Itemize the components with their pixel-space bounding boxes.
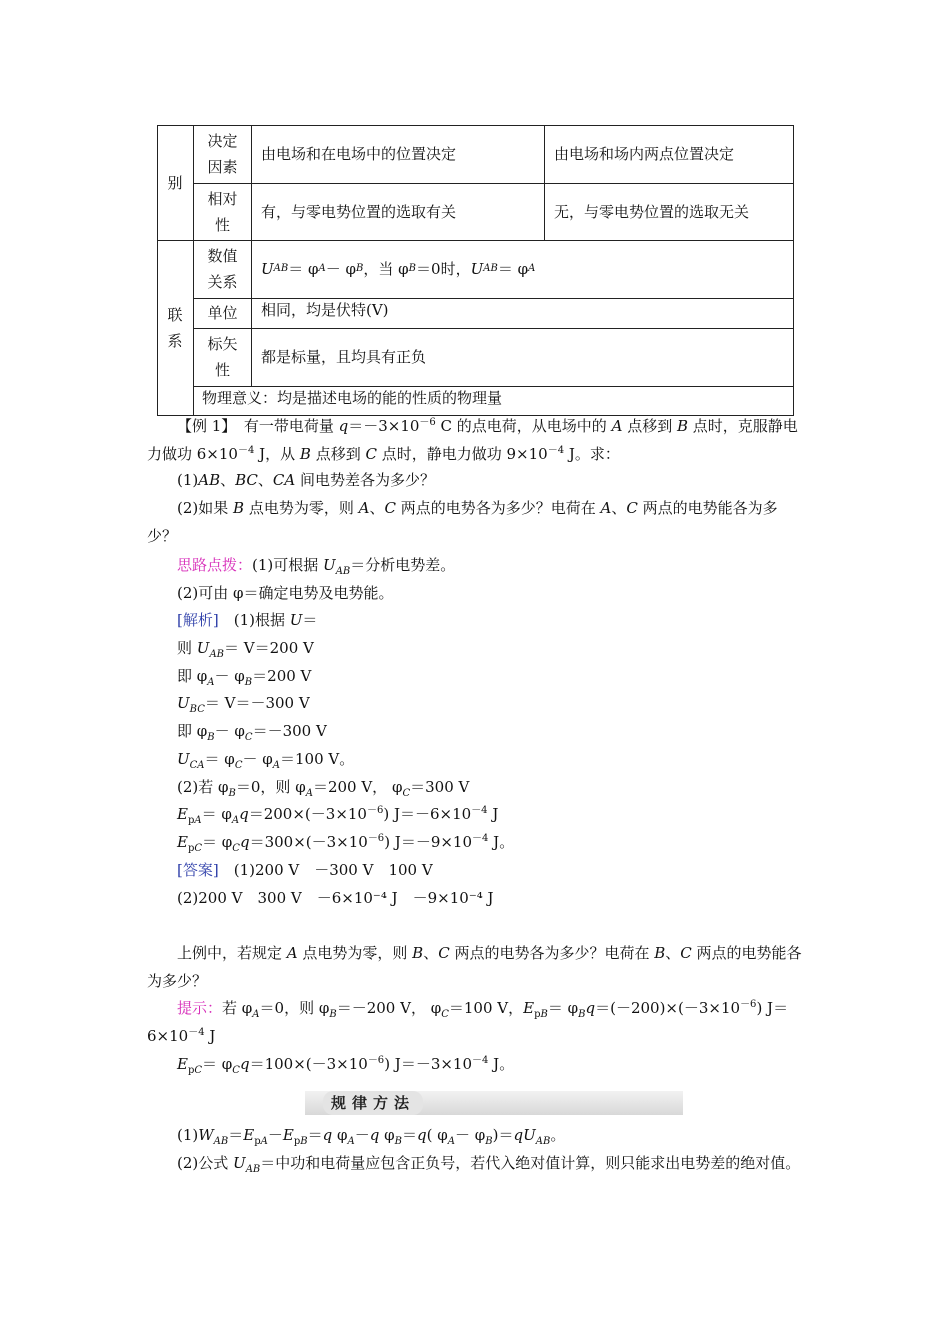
cell-biaoshi: 都是标量，且均具有正负 — [261, 348, 427, 366]
comparison-table — [157, 125, 794, 415]
solution-line-4: $U_{BC}= V=-300$ V — [177, 694, 310, 715]
answer-label: [答案] — [177, 861, 219, 879]
row-label-xiangdui: 相对 性 — [207, 189, 238, 234]
method-line-1: $(1)W_{AB}=E_{pA}-E_{pB}=q$ $\varphi_A-q$ $\varphi_B=q$( $\varphi_A- \varphi_B)=qU_{AB}$。 — [177, 1126, 566, 1147]
answer-line-1: [答案] (1)200 V －300 V 100 V — [177, 861, 433, 879]
solution-line-9: $E_{pC}= \varphi_Cq=300\times(-3\times 10^{-6})$ $J=-9\times 10^{-4}$ J。 — [177, 833, 515, 854]
row-label-shuzhi: 数值 关系 — [207, 247, 238, 291]
cell-danwei: 相同，均是伏特(V) — [261, 301, 389, 319]
solution-line-8: $E_{pA}= \varphi_Aq=200\times(-3\times 10^{-6})$ $J=-6\times 10^{-4}$ J — [177, 805, 499, 826]
method-banner — [305, 1091, 683, 1115]
method-line-2: (2)公式 $U_{AB}=$中功和电荷量应包含正负号，若代入绝对值计算，则只能求出电势差的绝对值。 — [177, 1154, 801, 1175]
row-label-jueding: 决定 因素 — [207, 132, 238, 176]
jiexi-label: [解析] — [177, 611, 219, 629]
row-label-danwei: 单位 — [207, 304, 238, 322]
cell-shuzhi: U AB ＝ φ A － φ B ，当 φ B ＝0时， U AB ＝ φ A — [261, 260, 536, 278]
followup-line-2: $E_{pC}= \varphi_Cq=100\times(-3\times 10^{-6})$ $J=-3\times 10^{-4}$ J。 — [177, 1055, 515, 1076]
followup-hint: 提示：若 $\varphi_A=0$，则 $\varphi_B=-200$ V， $\varphi_C=100$ V，$E_{pB}= \varphi_Bq=(-200)\times(-3\times 10^{-6})$ $J=6\times 10^{-4}$ J — [147, 999, 789, 1045]
hint-line-2: (2)可由 φ＝确定电势及电势能。 — [177, 584, 394, 602]
method-banner-label: 规律方法 — [323, 1091, 423, 1115]
followup-hint-label: 提示： — [177, 999, 223, 1017]
hint-label: 思路点拨： — [177, 556, 253, 574]
cell-wuli-yiyi: 物理意义：均是描述电场的能的性质的物理量 — [202, 389, 503, 407]
solution-line-1: [解析] (1)根据 U＝ — [177, 611, 318, 629]
solution-line-5: 即 $\varphi_B- \varphi_C=-300$ V — [177, 722, 327, 743]
question-1: (1)AB、BC、CA 间电势差各为多少？ — [177, 471, 436, 489]
example-statement: 【例 1】 有一带电荷量 $q=-3\times 10^{-6}$ C 的点电荷，从电场中的 A 点移到 B 点时，克服静电力做功 $6\times 10^{-4}$ J，从 B 点移到 C 点时，静电力做功 $9\times 10^{-4}$ J。求： — [147, 417, 798, 463]
hint-line-1: 思路点拨：(1)可根据 $U_{AB}=$分析电势差。 — [177, 556, 456, 577]
cell-jueding-potential: 由电场和在电场中的位置决定 — [261, 145, 457, 163]
cell-xiangdui-difference: 无，与零电势位置的选取无关 — [554, 202, 750, 221]
followup-question: 上例中，若规定 A 点电势为零，则 B、C 两点的电势各为多少？电荷在 B、C 两点的电势能各为多少？ — [147, 944, 802, 990]
solution-line-6: $U_{CA}= \varphi_C- \varphi_A=100$ V。 — [177, 750, 355, 771]
solution-line-2: 则 $U_{AB}= V=200$ V — [177, 639, 314, 660]
answer-line-2: (2)200 V 300 V －6×10⁻⁴ J －9×10⁻⁴ J — [177, 889, 494, 907]
cell-xiangdui-potential: 有，与零电势位置的选取有关 — [261, 202, 457, 221]
question-2: (2)如果 B 点电势为零，则 A、C 两点的电势各为多少？电荷在 A、C 两点的电势能各为多少？ — [147, 499, 778, 545]
example-tag: 【例 1】 — [177, 417, 229, 435]
group-label-lianxi: 联 系 — [167, 305, 183, 350]
cell-jueding-difference: 由电场和场内两点位置决定 — [554, 145, 735, 163]
group-label-bie: 别 — [167, 173, 183, 192]
row-label-biaoshi: 标矢 性 — [207, 335, 238, 379]
solution-line-3: 即 $\varphi_A- \varphi_B=200$ V — [177, 667, 312, 688]
solution-line-7: (2)若 $\varphi_B=0$，则 $\varphi_A=200$ V， $\varphi_C=300$ V — [177, 778, 470, 799]
